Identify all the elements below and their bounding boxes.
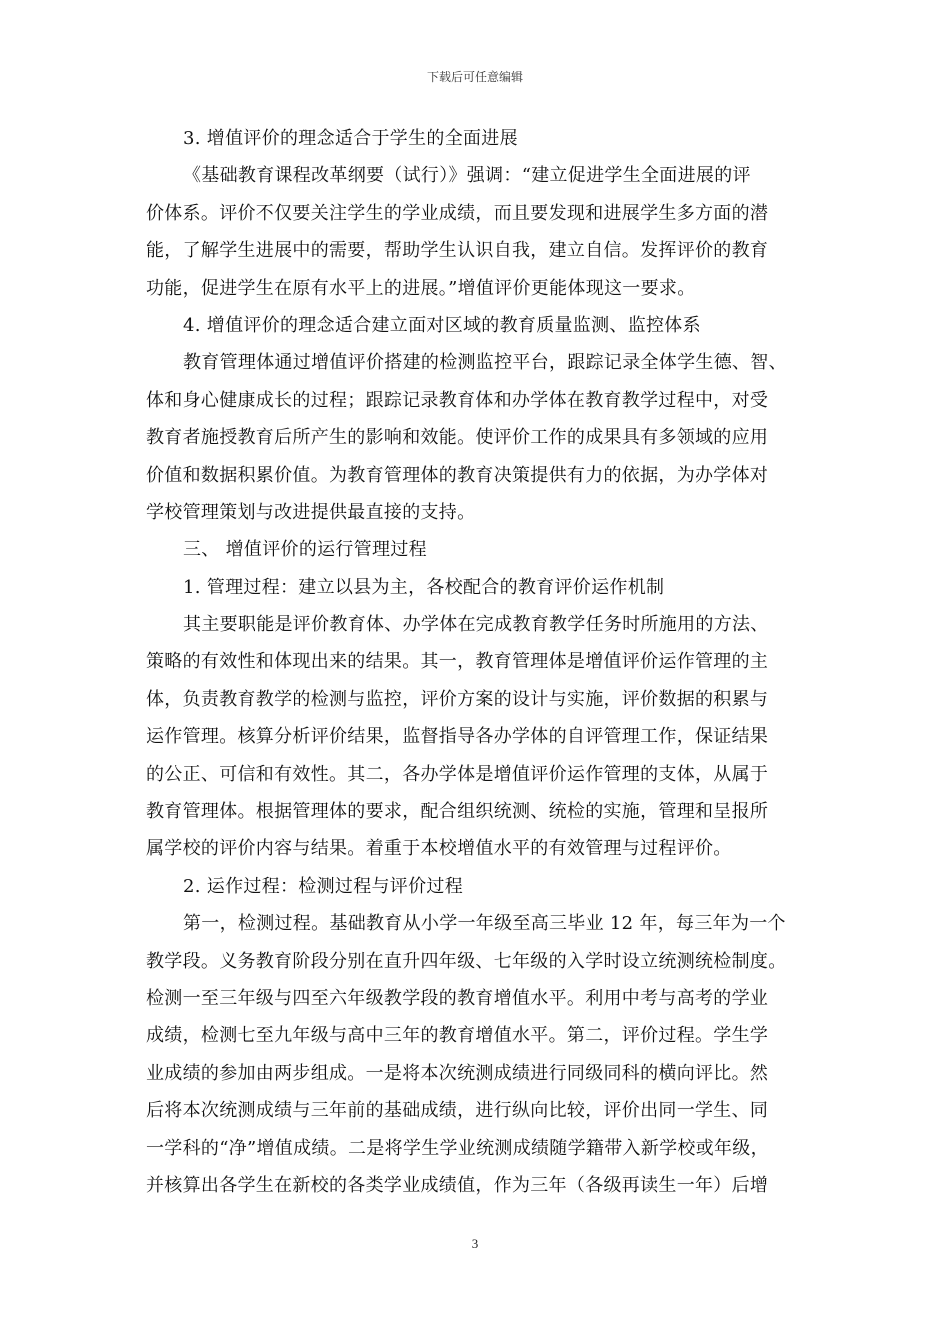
- page-header-note: 下载后可任意编辑: [426, 70, 523, 84]
- text-line: 第一，检测过程。基础教育从小学一年级至高三毕业 12 年，每三年为一个: [183, 913, 786, 935]
- text-line: 后将本次统测成绩与三年前的基础成绩，进行纵向比较，评价出同一学生、同: [146, 1100, 769, 1122]
- text-line: 检测一至三年级与四至六年级教学段的教育增值水平。利用中考与高考的学业: [146, 987, 769, 1009]
- text-line: 体，负责教育教学的检测与监控，评价方案的设计与实施，评价数据的积累与: [146, 688, 769, 710]
- document-body: [146, 120, 810, 1204]
- text-line: 属学校的评价内容与结果。着重于本校增值水平的有效管理与过程评价。: [146, 838, 732, 860]
- text-line: 教育者施授教育后所产生的影响和效能。使评价工作的成果具有多领域的应用: [146, 427, 769, 449]
- text-line: 的公正、可信和有效性。其二，各办学体是增值评价运作管理的支体，从属于: [146, 763, 769, 785]
- text-line: 教学段。义务教育阶段分别在直升四年级、七年级的入学时设立统测统检制度。: [146, 950, 787, 972]
- text-line: 学校管理策划与改进提供最直接的支持。: [146, 501, 476, 523]
- text-line: 一学科的“净”增值成绩。二是将学生学业统测成绩随学籍带入新学校或年级，: [146, 1137, 769, 1159]
- section-heading: 三、 增值评价的运行管理过程: [183, 539, 427, 561]
- text-line: 2. 运作过程：检测过程与评价过程: [183, 875, 463, 897]
- text-line: 并核算出各学生在新校的各类学业成绩值，作为三年（各级再读生一年）后增: [146, 1174, 769, 1196]
- text-line: 《基础教育课程改革纲要（试行）》强调：“建立促进学生全面进展的评: [183, 165, 751, 187]
- text-line: 运作管理。核算分析评价结果，监督指导各办学体的自评管理工作，保证结果: [146, 726, 769, 748]
- text-line: 业成绩的参加由两步组成。一是将本次统测成绩进行同级同科的横向评比。然: [146, 1062, 769, 1084]
- text-line: 体和身心健康成长的过程；跟踪记录教育体和办学体在教育教学过程中，对受: [146, 389, 769, 411]
- text-line: 功能，促进学生在原有水平上的进展。”增值评价更能体现这一要求。: [146, 277, 696, 299]
- text-line: 价体系。评价不仅要关注学生的学业成绩，而且要发现和进展学生多方面的潜: [146, 202, 769, 224]
- page-number: 3: [471, 1236, 479, 1251]
- text-line: 价值和数据积累价值。为教育管理体的教育决策提供有力的依据，为办学体对: [146, 464, 769, 486]
- text-line: 其主要职能是评价教育体、办学体在完成教育教学任务时所施用的方法、: [183, 614, 769, 636]
- text-line: 4. 增值评价的理念适合建立面对区域的教育质量监测、监控体系: [183, 314, 701, 336]
- text-line: 能，了解学生进展中的需要，帮助学生认识自我，建立自信。发挥评价的教育: [146, 240, 769, 262]
- text-line: 3. 增值评价的理念适合于学生的全面进展: [183, 128, 518, 149]
- text-line: 成绩，检测七至九年级与高中三年的教育增值水平。第二，评价过程。学生学: [146, 1025, 769, 1047]
- text-line: 教育管理体。根据管理体的要求，配合组织统测、统检的实施，管理和呈报所: [146, 801, 769, 823]
- text-line: 1. 管理过程：建立以县为主，各校配合的教育评价运作机制: [183, 576, 665, 598]
- text-line: 教育管理体通过增值评价搭建的检测监控平台，跟踪记录全体学生德、智、: [183, 352, 787, 374]
- text-line: 策略的有效性和体现出来的结果。其一，教育管理体是增值评价运作管理的主: [146, 651, 769, 673]
